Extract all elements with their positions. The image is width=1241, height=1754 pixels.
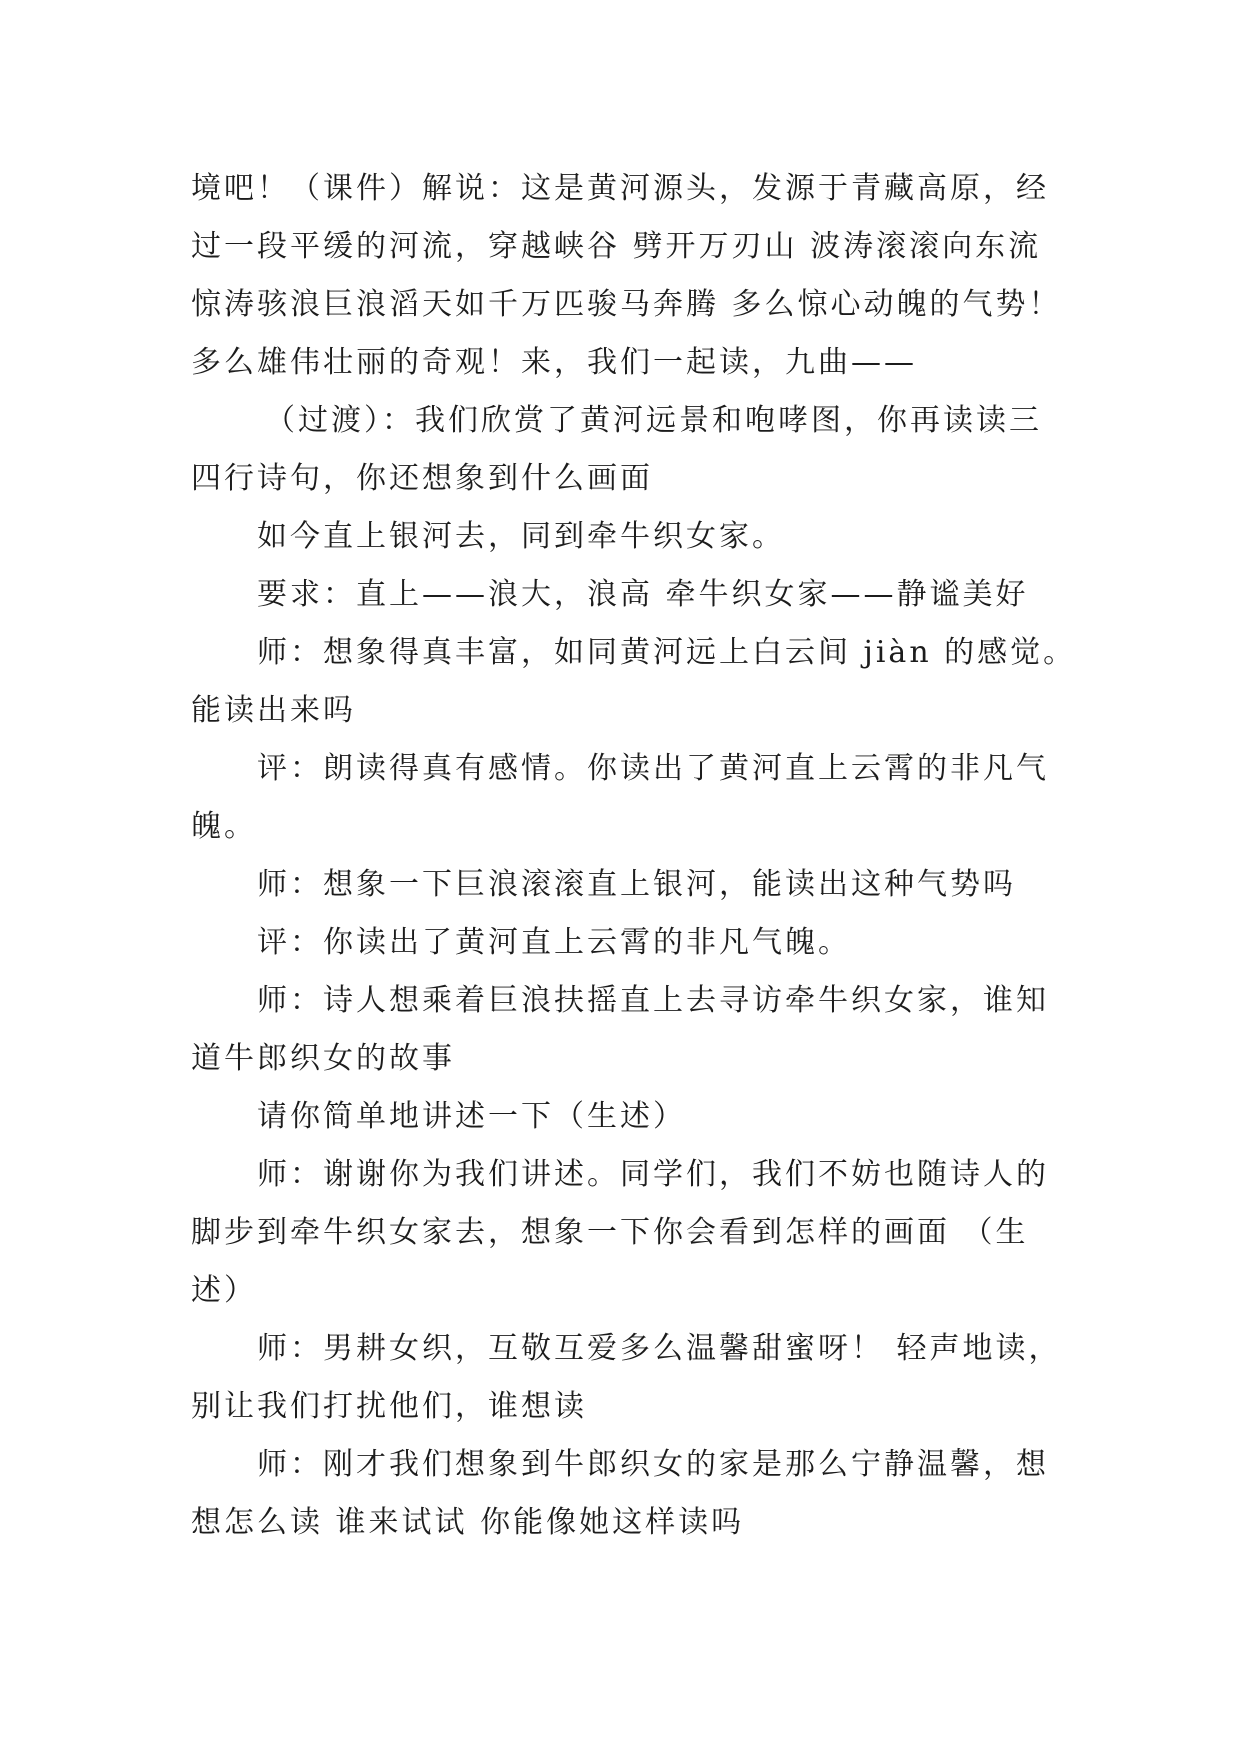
text-line-12: 魄。: [191, 809, 257, 844]
text-line-14: 评：你读出了黄河直上云霄的非凡气魄。: [257, 925, 851, 960]
text-line-22: 别让我们打扰他们，谁想读: [191, 1389, 587, 1424]
text-line-10: 能读出来吗: [191, 693, 356, 728]
text-line-15: 师：诗人想乘着巨浪扶摇直上去寻访牵牛织女家，谁知: [257, 983, 1049, 1018]
text-line-23: 师：刚才我们想象到牛郎织女的家是那么宁静温馨，想: [257, 1447, 1049, 1482]
text-line-8: 要求：直上——浪大，浪高 牵牛织女家——静谧美好: [257, 577, 1029, 612]
text-line-19: 脚步到牵牛织女家去，想象一下你会看到怎样的画面 （生: [191, 1215, 1029, 1250]
text-line-1: 境吧！（课件）解说：这是黄河源头，发源于青藏高原，经: [191, 171, 1049, 206]
text-line-5: （过渡）：我们欣赏了黄河远景和咆哮图，你再读读三: [265, 403, 1042, 438]
text-line-9: 师：想象得真丰富，如同黄河远上白云间 jiàn 的感觉。: [257, 635, 1077, 670]
document-body: [191, 160, 1077, 1552]
text-line-4: 多么雄伟壮丽的奇观！来，我们一起读，九曲——: [191, 345, 917, 380]
text-line-21: 师：男耕女织，互敬互爱多么温馨甜蜜呀！ 轻声地读，: [257, 1331, 1062, 1366]
text-line-11: 评：朗读得真有感情。你读出了黄河直上云霄的非凡气: [257, 751, 1049, 786]
text-line-2: 过一段平缓的河流，穿越峡谷 劈开万刃山 波涛滚滚向东流: [191, 229, 1042, 264]
text-line-13: 师：想象一下巨浪滚滚直上银河，能读出这种气势吗: [257, 867, 1016, 902]
text-line-3: 惊涛骇浪巨浪滔天如千万匹骏马奔腾 多么惊心动魄的气势！: [191, 287, 1062, 322]
text-line-7: 如今直上银河去，同到牵牛织女家。: [257, 519, 785, 554]
text-line-16: 道牛郎织女的故事: [191, 1041, 455, 1076]
text-line-17: 请你简单地讲述一下（生述）: [257, 1099, 686, 1134]
text-line-24: 想怎么读 谁来试试 你能像她这样读吗: [191, 1505, 745, 1540]
text-line-6: 四行诗句，你还想象到什么画面: [191, 461, 653, 496]
text-line-20: 述）: [191, 1273, 257, 1308]
text-line-18: 师：谢谢你为我们讲述。同学们，我们不妨也随诗人的: [257, 1157, 1049, 1192]
